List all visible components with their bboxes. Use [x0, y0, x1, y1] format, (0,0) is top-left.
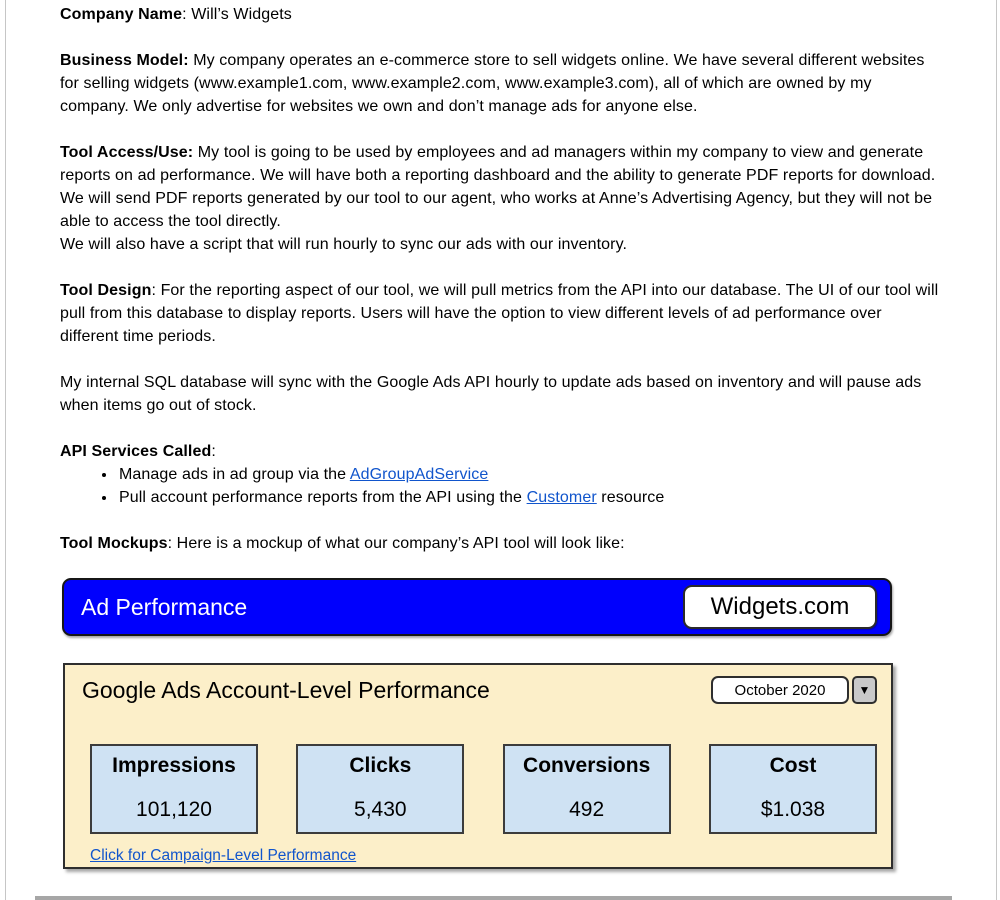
api-services-list: [60, 463, 940, 509]
tool-design-label: Tool Design: [60, 282, 152, 299]
tool-access-label: Tool Access/Use:: [60, 144, 194, 161]
panel-link-row: [65, 847, 891, 865]
api-services-heading: [60, 440, 940, 463]
tool-mockups-paragraph: [60, 532, 940, 555]
api-services-sep: :: [211, 443, 216, 460]
metric-label: Cost: [769, 754, 817, 777]
metric-label: Clicks: [349, 754, 412, 777]
business-model-paragraph: [60, 49, 940, 118]
metric-card-conversions: [503, 744, 671, 834]
chevron-down-icon: ▼: [858, 683, 871, 697]
bullet-post-text: resource: [596, 489, 665, 506]
partial-element-edge: [35, 896, 952, 900]
tool-access-text2: We will also have a script that will run hourly to sync our ads with our inventory.: [60, 236, 628, 253]
metric-value: 5,430: [354, 798, 407, 821]
company-name-label: Company Name: [60, 6, 183, 23]
mockup-app-header: [62, 578, 892, 636]
account-performance-panel: [63, 663, 893, 869]
api-services-label: API Services Called: [60, 443, 212, 460]
site-button[interactable]: Widgets.com: [683, 585, 877, 629]
company-name-sep: :: [182, 6, 192, 23]
mockup-app-title: Ad Performance: [81, 593, 248, 620]
date-range-dropdown[interactable]: [711, 676, 877, 704]
adgroupadservice-link[interactable]: AdGroupAdService: [349, 466, 489, 483]
campaign-level-link[interactable]: Click for Campaign-Level Performance: [90, 847, 357, 864]
bullet-pre-text: Pull account performance reports from the API using the: [119, 489, 527, 506]
api-service-item: [117, 463, 940, 486]
tool-design-paragraph: [60, 279, 940, 348]
metric-card-clicks: [296, 744, 464, 834]
metric-cards-row: [65, 744, 891, 834]
business-model-text: My company operates an e-commerce store to sell widgets online. We have several different websites for selling widgets (www.example1.com, www.example2.com, www.example3.com), all of which are owned by my company. We only advertise for websites we own and don’t manage ads for anyone else.: [60, 52, 925, 115]
metric-card-cost: [709, 744, 877, 834]
metric-card-impressions: [90, 744, 258, 834]
tool-design-sep: :: [151, 282, 161, 299]
metric-value: 101,120: [136, 798, 212, 821]
tool-access-text: My tool is going to be used by employees and ad managers within my company to view and generate reports on ad performance. We will have both a reporting dashboard and the ability to generate PDF reports for download. We will send PDF reports generated by our tool to our agent, who works at Anne’s Advertising Agency, but they will not be able to access the tool directly.: [60, 144, 936, 230]
metric-value: 492: [569, 798, 605, 821]
bullet-pre-text: Manage ads in ad group via the: [119, 466, 350, 483]
panel-title: Google Ads Account-Level Performance: [82, 676, 490, 703]
tool-access-paragraph: [60, 141, 940, 256]
tool-design-text: For the reporting aspect of our tool, we will pull metrics from the API into our database. The UI of our tool will pull from this database to display reports. Users will have the option to view different levels of ad performance over different time periods.: [60, 282, 939, 345]
metric-label: Impressions: [112, 754, 236, 777]
sql-sync-paragraph: [60, 371, 940, 417]
date-range-value[interactable]: October 2020: [711, 676, 849, 704]
tool-mockups-text: Here is a mockup of what our company’s API tool will look like:: [176, 535, 625, 552]
sql-sync-text: My internal SQL database will sync with the Google Ads API hourly to update ads based on inventory and will pause ads when items go out of stock.: [60, 374, 922, 414]
dropdown-arrow-button[interactable]: [852, 676, 877, 704]
document-page: [5, 0, 997, 900]
customer-resource-link[interactable]: Customer: [526, 489, 597, 506]
company-name-value: Will’s Widgets: [191, 6, 292, 23]
panel-header-row: [65, 665, 891, 704]
tool-mockups-label: Tool Mockups: [60, 535, 168, 552]
tool-mockups-sep: :: [167, 535, 177, 552]
company-name-line: [60, 3, 940, 26]
business-model-label: Business Model:: [60, 52, 189, 69]
api-service-item: [117, 486, 940, 509]
metric-value: $1.038: [760, 798, 826, 821]
metric-label: Conversions: [523, 754, 651, 777]
